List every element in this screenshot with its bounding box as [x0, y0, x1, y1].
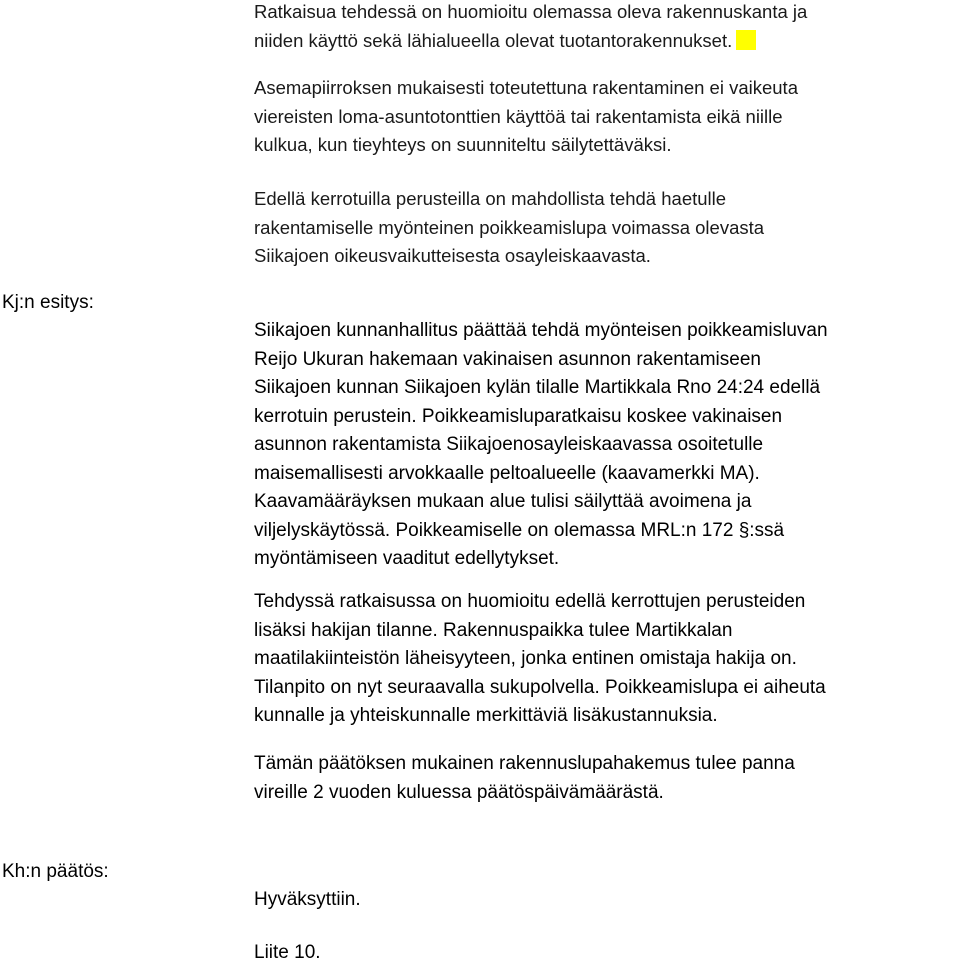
- text-line: Siikajoen kunnan Siikajoen kylän tilalle Martikkala Rno 24:24 edellä: [254, 377, 821, 398]
- paragraph-applicant-situation: [254, 588, 960, 731]
- text-line: Siikajoen oikeusvaikutteisesta osayleiskaavasta.: [254, 245, 651, 266]
- text-line: Reijo Ukuran hakemaan vakinaisen asunnon rakentamiseen: [254, 348, 761, 370]
- text-line: kunnalle ja yhteiskunnalle merkittäviä lisäkustannuksia.: [254, 705, 718, 726]
- text-line: niiden käyttö sekä lähialueella olevat tuotantorakennukset.: [254, 27, 960, 56]
- kh-paatos-label: Kh:n päätös:: [2, 861, 109, 882]
- paragraph-existing-buildings: [254, 0, 960, 55]
- text-line: Tämän päätöksen mukainen rakennuslupahakemus tulee panna: [254, 753, 795, 774]
- text-line: myöntämiseen vaaditut edellytykset.: [254, 548, 560, 569]
- text-line: vireille 2 vuoden kuluessa päätöspäivämäärästä.: [254, 781, 664, 803]
- appendix-reference: [254, 939, 960, 968]
- text-line: maisemallisesti arvokkaalle peltoalueelle (kaavamerkki MA).: [254, 462, 760, 484]
- decision-text: [254, 886, 960, 915]
- text-line: maatilakiinteistön läheisyyteen, jonka entinen omistaja hakija on.: [254, 648, 797, 669]
- text-line: kerrotuin perustein. Poikkeamisluparatkaisu koskee vakinaisen: [254, 405, 783, 427]
- text-line: Liite 10.: [254, 942, 321, 963]
- text-line: Edellä kerrotuilla perusteilla on mahdollista tehdä haetulle: [254, 188, 727, 209]
- text-line: kulkua, kun tieyhteys on suunniteltu säilytettäväksi.: [254, 134, 672, 155]
- text-line: Tehdyssä ratkaisussa on huomioitu edellä kerrottujen perusteiden: [254, 591, 806, 612]
- text-line: Asemapiirroksen mukaisesti toteutettuna rakentaminen ei vaikeuta: [254, 77, 798, 98]
- text-line: Siikajoen kunnanhallitus päättää tehdä myönteisen poikkeamisluvan: [254, 320, 828, 341]
- paragraph-site-plan: [254, 74, 960, 160]
- text-line: Kaavamääräyksen mukaan alue tulisi säilyttää avoimena ja: [254, 491, 752, 512]
- text-line: lisäksi hakijan tilanne. Rakennuspaikka tulee Martikkalan: [254, 619, 733, 641]
- text-line: viereisten loma-asuntotonttien käyttöä tai rakentamista eikä niille: [254, 105, 783, 127]
- text-line: rakentamiselle myönteinen poikkeamislupa voimassa olevasta: [254, 216, 765, 238]
- text-line: Tilanpito on nyt seuraavalla sukupolvella. Poikkeamislupa ei aiheuta: [254, 676, 826, 698]
- text-line: Hyväksyttiin.: [254, 889, 361, 910]
- paragraph-proposal: [254, 317, 960, 574]
- text-line: Ratkaisua tehdessä on huomioitu olemassa oleva rakennuskanta ja: [254, 1, 808, 22]
- paragraph-grounds: [254, 185, 960, 271]
- text-line: viljelyskäytössä. Poikkeamiselle on olemassa MRL:n 172 §:ssä: [254, 519, 785, 541]
- kj-esitys-label: Kj:n esitys:: [2, 292, 94, 313]
- paragraph-permit-deadline: [254, 750, 960, 807]
- text-line: asunnon rakentamista Siikajoenosayleiskaavassa osoitetulle: [254, 434, 764, 455]
- yellow-highlight-mark: [736, 30, 756, 50]
